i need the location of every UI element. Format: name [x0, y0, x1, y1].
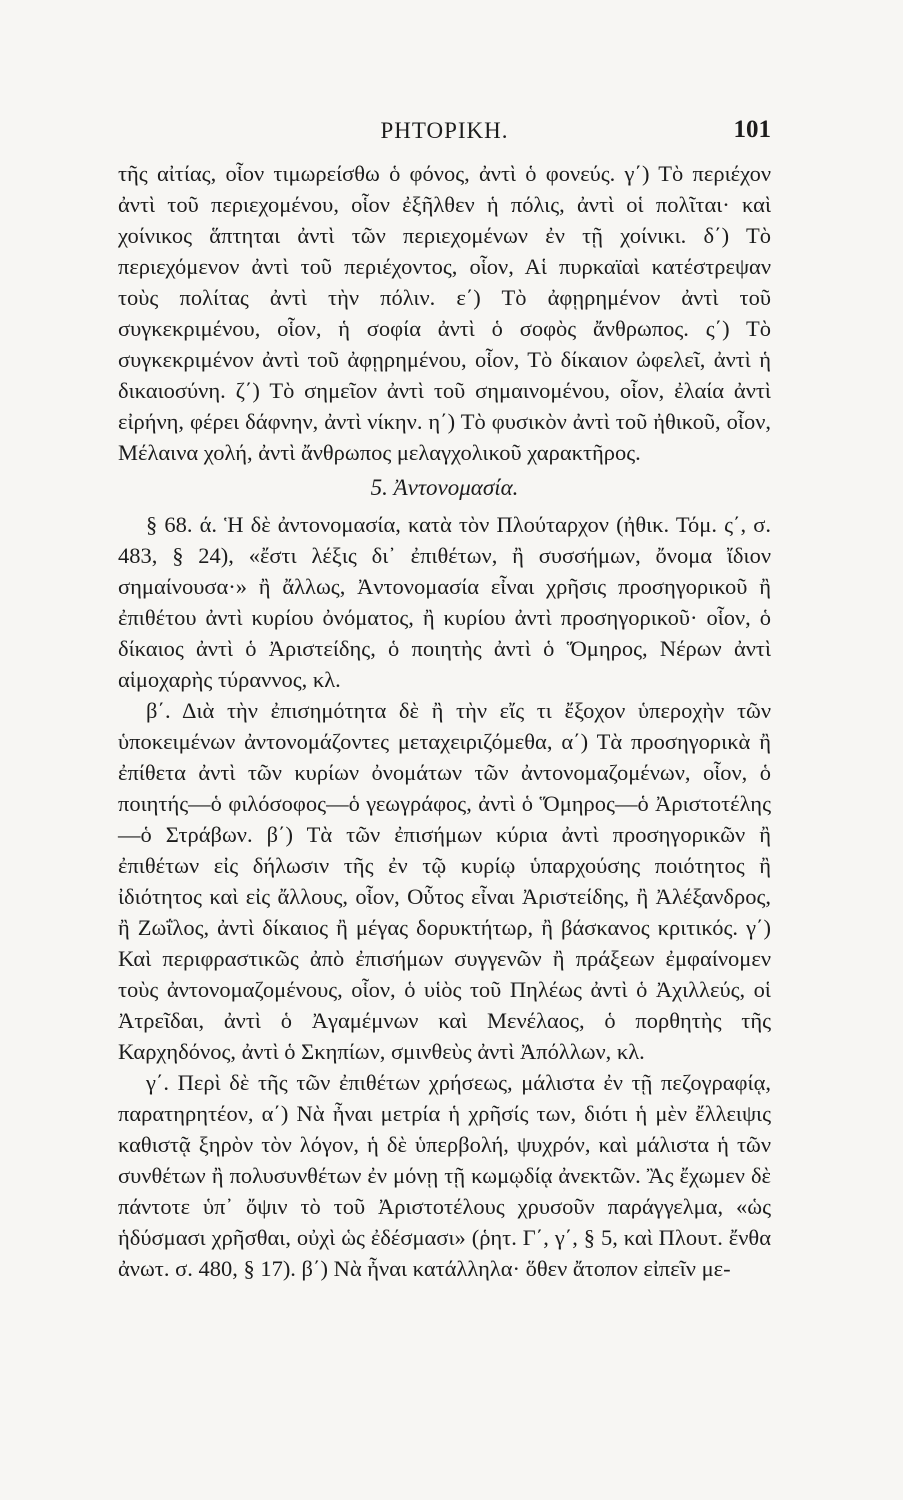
paragraph-gamma: γ΄. Περὶ δὲ τῆς τῶν ἐπιθέτων χρήσεως, μάλιστα ἐν τῇ πεζογραφίᾳ, παρατηρητέον, α΄) Νὰ ἦναι μετρία ἡ χρῆσίς των, διότι ἡ μὲν ἔλλειψις καθιστᾷ ξηρὸν τὸν λόγον, ἡ δὲ ὑπερβολή, ψυχρόν, καὶ μάλιστα ἡ τῶν συνθέτων ἢ πολυσυνθέτων ἐν μόνῃ τῇ κωμῳδίᾳ ἀνεκτῶν. Ἂς ἔχωμεν δὲ πάντοτε ὑπ᾿ ὄψιν τὸ τοῦ Ἀριστοτέλους χρυσοῦν παράγγελμα, «ὡς ἡδύσμασι χρῆσθαι, οὐχὶ ὡς ἐδέσμασι» (ῥητ. Γ΄, γ΄, § 5, καὶ Πλουτ. ἔνθα ἀνωτ. σ. 480, § 17). β΄) Νὰ ἦναι κατάλληλα· ὅθεν ἄτοπον εἰπεῖν με- [118, 1070, 771, 1281]
section-heading: 5. Ἀντονομασία. [370, 475, 519, 500]
paragraph-68-alpha: § 68. ά. Ἡ δὲ ἀντονομασία, κατὰ τὸν Πλούταρχον (ἠθικ. Τόμ. ς΄, σ. 483, § 24), «ἔστι λέξις δι᾿ ἐπιθέτων, ἢ συσσήμων, ὄνομα ἴδιον σημαίνουσα·» ἢ ἄλλως, Ἀντονομασία εἶναι χρῆσις προσηγορικοῦ ἢ ἐπιθέτου ἀντὶ κυρίου ὀνόματος, ἢ κυρίου ἀντὶ προσηγορικοῦ· οἷον, ὁ δίκαιος ἀντὶ ὁ Ἀριστείδης, ὁ ποιητὴς ἀντὶ ὁ Ὅμηρος, Νέρων ἀντὶ αἱμοχαρὴς τύραννος, κλ. [118, 512, 771, 692]
paragraph-continuation: τῆς αἰτίας, οἷον τιμωρείσθω ὁ φόνος, ἀντὶ ὁ φονεύς. γ΄) Τὸ περιέχον ἀντὶ τοῦ περιεχομένου, οἷον ἐξῆλθεν ἡ πόλις, ἀντὶ οἱ πολῖται· καὶ χοίνικος ἅπτηται ἀντὶ τῶν περιεχομένων ἐν τῇ χοίνικι. δ΄) Τὸ περιεχόμενον ἀντὶ τοῦ περιέχοντος, οἷον, Αἱ πυρκαϊαὶ κατέστρεψαν τοὺς πολίτας ἀντὶ τὴν πόλιν. ε΄) Τὸ ἀφῃρημένον ἀντὶ τοῦ συγκεκριμένου, οἷον, ἡ σοφία ἀντὶ ὁ σοφὸς ἄνθρωπος. ς΄) Τὸ συγκεκριμένον ἀντὶ τοῦ ἀφῃρημένου, οἷον, Τὸ δίκαιον ὠφελεῖ, ἀντὶ ἡ δικαιοσύνη. ζ΄) Τὸ σημεῖον ἀντὶ τοῦ σημαινομένου, οἷον, ἐλαία ἀντὶ εἰρήνη, φέρει δάφνην, ἀντὶ νίκην. η΄) Τὸ φυσικὸν ἀντὶ τοῦ ἠθικοῦ, οἷον, Μέλαινα χολή, ἀντὶ ἄνθρωπος μελαγχολικοῦ χαρακτῆρος. [118, 161, 771, 465]
paragraph-beta: β΄. Διὰ τὴν ἐπισημότητα δὲ ἢ τὴν εἴς τι ἔξοχον ὑπεροχὴν τῶν ὑποκειμένων ἀντονομάζοντες μεταχειριζόμεθα, α΄) Τὰ προσηγορικὰ ἢ ἐπίθετα ἀντὶ τῶν κυρίων ὀνομάτων τῶν ἀντονομαζομένων, οἷον, ὁ ποιητής—ὁ φιλόσοφος—ὁ γεωγράφος, ἀντὶ ὁ Ὅμηρος—ὁ Ἀριστοτέλης—ὁ Στράβων. β΄) Τὰ τῶν ἐπισήμων κύρια ἀντὶ προσηγορικῶν ἢ ἐπιθέτων εἰς δήλωσιν τῆς ἐν τῷ κυρίῳ ὑπαρχούσης ποιότητος ἢ ἰδιότητος καὶ εἰς ἄλλους, οἷον, Οὗτος εἶναι Ἀριστείδης, ἢ Ἀλέξανδρος, ἢ Ζωΐλος, ἀντὶ δίκαιος ἢ μέγας δορυκτήτωρ, ἢ βάσκανος κριτικός. γ΄) Καὶ περιφραστικῶς ἀπὸ ἐπισήμων συγγενῶν ἢ πράξεων ἐμφαίνομεν τοὺς ἀντονομαζομένους, οἷον, ὁ υἱὸς τοῦ Πηλέως ἀντὶ ὁ Ἀχιλλεύς, οἱ Ἀτρεῖδαι, ἀντὶ ὁ Ἀγαμέμνων καὶ Μενέλαος, ὁ πορθητὴς τῆς Καρχηδόνος, ἀντὶ ὁ Σκηπίων, σμινθεὺς ἀντὶ Ἀπόλλων, κλ. [118, 698, 771, 1064]
text-body [118, 158, 771, 1284]
running-head [118, 118, 771, 158]
page-number: 101 [733, 116, 771, 143]
running-title: ΡΗΤΟΡΙΚΗ. [380, 118, 509, 143]
